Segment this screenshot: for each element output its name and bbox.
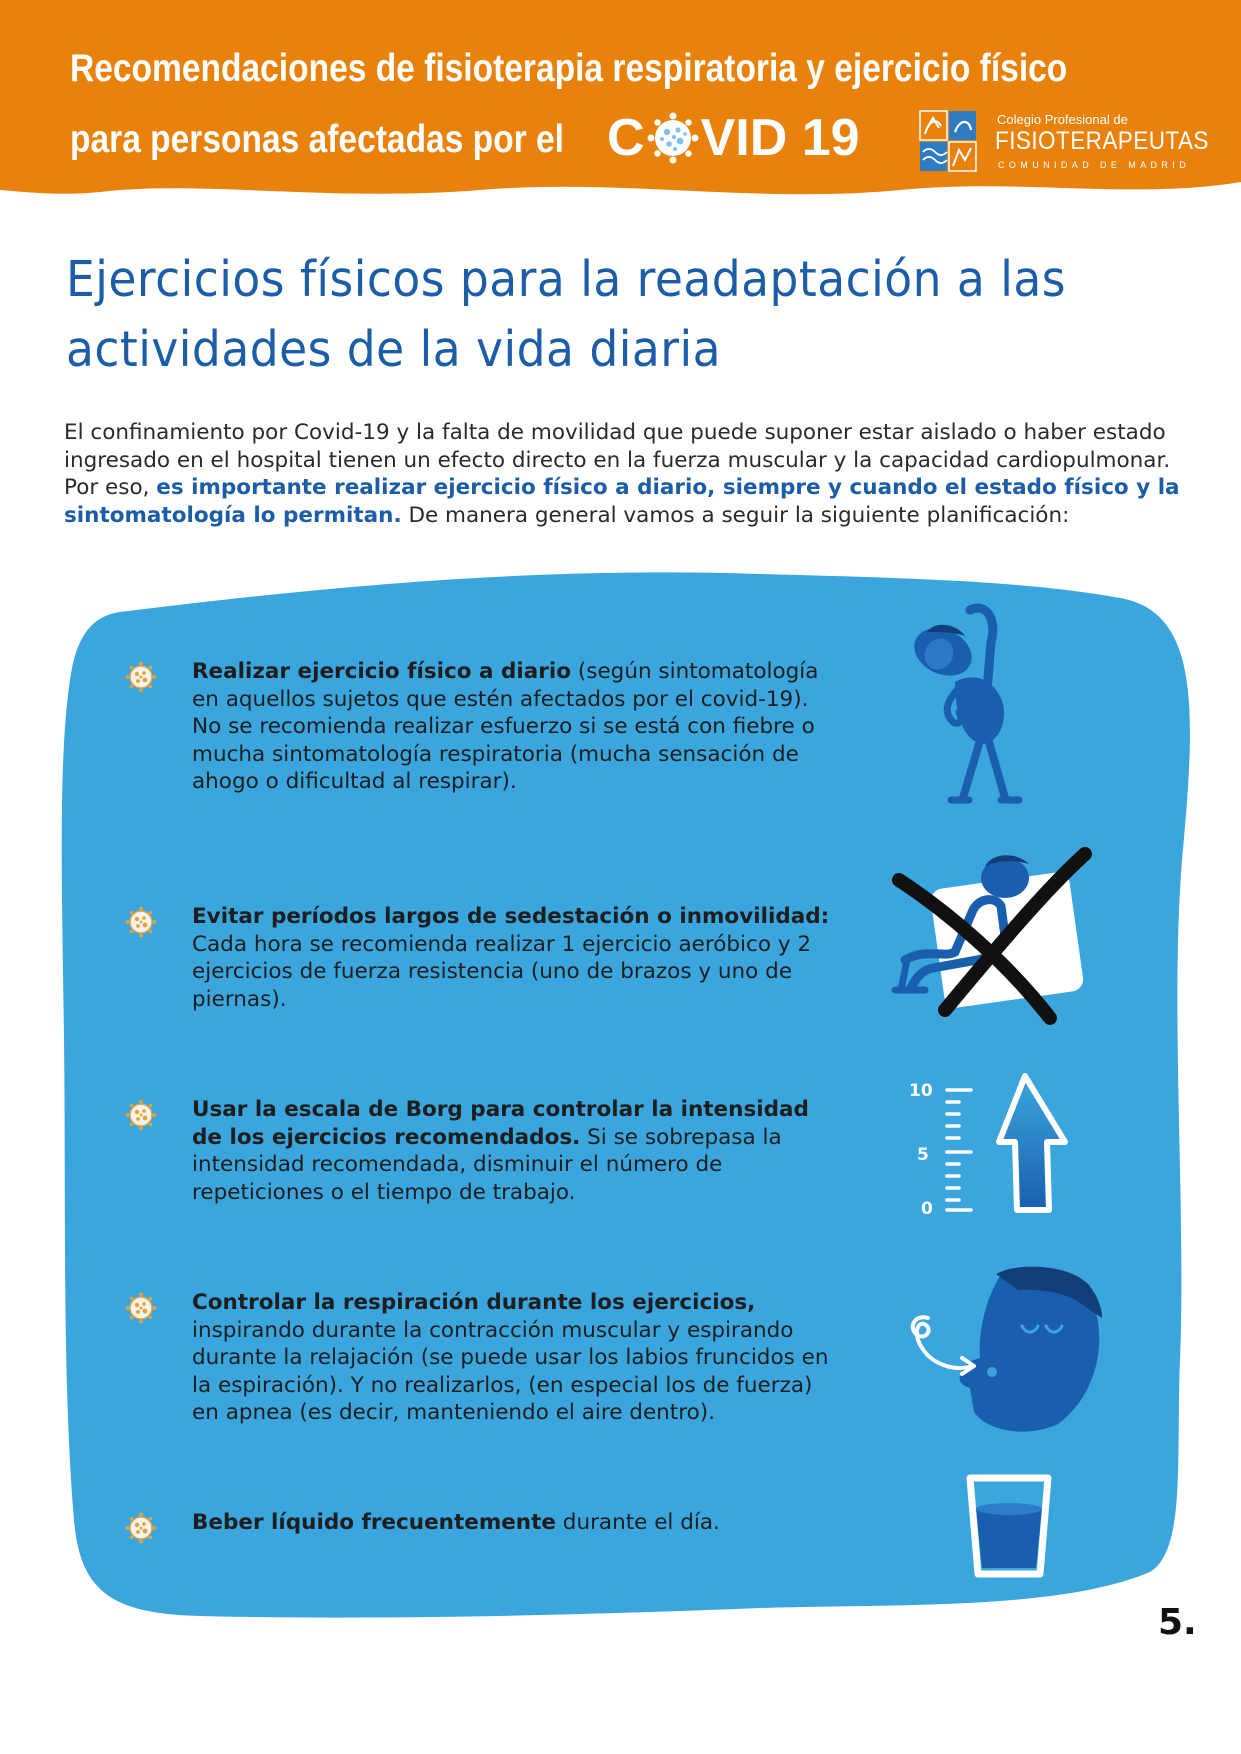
scale-label-0: 0 xyxy=(921,1199,933,1219)
virus-bullet-icon xyxy=(124,1098,158,1132)
item-bold: Evitar períodos largos de sedestación o inmovilidad: xyxy=(192,904,830,929)
header-title-line1: Recomendaciones de fisioterapia respiratoria y ejercicio físico xyxy=(70,47,1068,90)
scale-label-5: 5 xyxy=(917,1145,929,1165)
item-body: inspirando durante la contracción muscular y espirando durante la relajación (se puede usar los labios fruncidos en la espiración). Y no realizarlos, (en especial los de fuerza) en apnea (es decir, manteniendo el aire dentro). xyxy=(192,1317,829,1425)
borg-scale-arrow-icon xyxy=(905,1070,1075,1220)
virus-bullet-icon xyxy=(124,1291,158,1325)
page-title-line1: Ejercicios físicos para la readaptación a las xyxy=(66,251,1066,308)
intro-text-1: El confinamiento por Covid-19 y la falta de movilidad que puede suponer estar aislado o haber estado ingresado en el hospital tienen un efecto directo en la fuerza muscular y la capacidad cardiopulmonar. Por eso, xyxy=(64,420,1171,500)
breathing-face-icon xyxy=(888,1262,1123,1437)
virus-icon xyxy=(647,112,699,164)
item-bold: Beber líquido frecuentemente xyxy=(192,1510,556,1535)
intro-highlight: es importante realizar ejercicio físico a diario, siempre y cuando el estado físico y la sintomatología lo permitan. xyxy=(64,475,1180,528)
item-text xyxy=(192,1289,832,1427)
colegio-logo xyxy=(919,110,1219,174)
item-body: durante el día. xyxy=(555,1510,720,1535)
item-text xyxy=(192,658,832,796)
page-number: 5. xyxy=(1158,1602,1197,1643)
item-bold: Usar la escala de Borg para controlar la intensidad de los ejercicios recomendados. xyxy=(192,1097,809,1150)
header-band xyxy=(0,0,1241,200)
item-body: Si se sobrepasa la intensidad recomendada, disminuir el número de repeticiones o el tiempo de trabajo. xyxy=(192,1124,782,1205)
item-body: Cada hora se recomienda realizar 1 ejercicio aeróbico y 2 ejercicios de fuerza resistencia (uno de brazos y uno de piernas). xyxy=(192,931,812,1012)
item-text xyxy=(192,1509,832,1537)
item-body: (según sintomatología en aquellos sujetos que estén afectados por el covid-19). No se recomienda realizar esfuerzo si se está con fiebre o mucha sintomatología respiratoria (mucha sensación de ahogo o dificultad al respirar). xyxy=(192,659,819,794)
virus-bullet-icon xyxy=(124,660,158,694)
header-title-line2: para personas afectadas por el xyxy=(70,118,565,161)
virus-bullet-icon xyxy=(124,905,158,939)
item-text xyxy=(192,1096,832,1206)
page-title xyxy=(66,245,1108,385)
fisioterapeutas-logo-mark xyxy=(919,110,977,172)
logo-line2: FISIOTERAPEUTAS xyxy=(995,127,1209,155)
item-bold: Realizar ejercicio físico a diario xyxy=(192,659,572,684)
virus-bullet-icon xyxy=(124,1511,158,1545)
scale-label-10: 10 xyxy=(909,1081,933,1101)
logo-line3: COMUNIDAD DE MADRID xyxy=(998,160,1191,170)
intro-text-2: De manera general vamos a seguir la siguiente planificación: xyxy=(401,502,1070,528)
logo-line1: Colegio Profesional de xyxy=(997,112,1128,127)
intro-paragraph xyxy=(64,419,1194,529)
water-glass-icon xyxy=(962,1472,1057,1582)
covid-19-wordmark: C VID 19 xyxy=(607,109,860,167)
stretching-person-icon xyxy=(895,602,1045,807)
item-bold: Controlar la respiración durante los ejercicios, xyxy=(192,1290,756,1315)
crossed-out-sitting-person-icon xyxy=(885,840,1100,1030)
item-text xyxy=(192,903,832,1013)
page-title-line2: actividades de la vida diaria xyxy=(66,321,721,378)
